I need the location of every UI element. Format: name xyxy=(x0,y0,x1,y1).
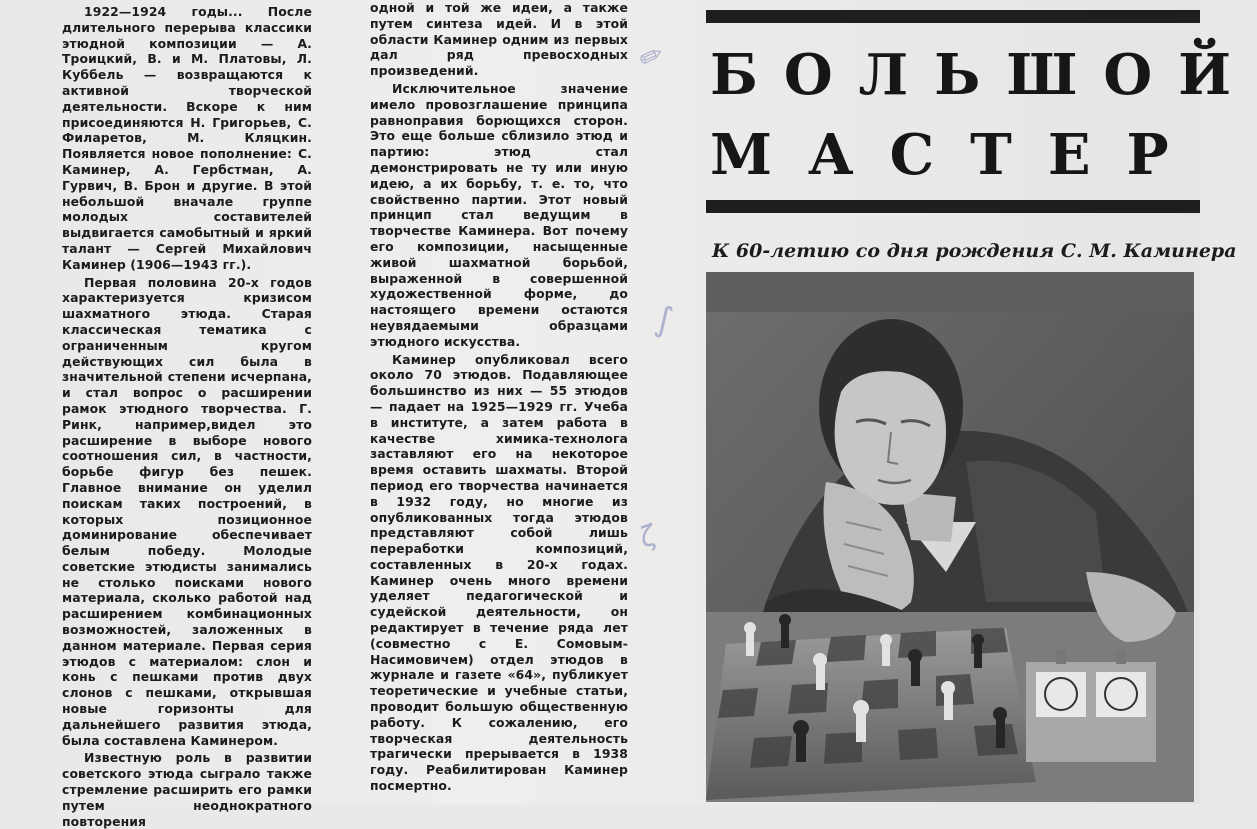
paragraph: Исключительное значение имело провозглашение принципа равноправия борющихся сторон. Это еще больше сблизило этюд и партию: этюд стал демонстрировать не ту или иную идею, а их борьбу, т. е. то, что свойственно партии. Этот новый принцип стал ведущим в творчестве Каминера. Вот почему его композиции, насыщенные живой шахматной борьбой, выраженной в совершенной художественной форме, до настоящего времени остаются неувядаемыми образцами этюдного искусства. xyxy=(370,80,628,349)
chess-player-photo xyxy=(706,272,1194,800)
article-column-1 xyxy=(62,4,312,829)
article-subtitle: К 60-летию со дня рождения С. М. Каминера xyxy=(712,240,1237,262)
paragraph: Известную роль в развитии советского этюда сыграло также стремление расширить его рамки путем неоднократного повторения xyxy=(62,750,312,829)
paragraph: одной и той же идеи, а также путем синтеза идей. И в этой области Каминер одним из первых дал ряд превосходных произведений. xyxy=(370,0,628,79)
portrait-photo xyxy=(706,272,1194,800)
paragraph: 1922—1924 годы... После длительного перерыва классики этюдной композиции — А. Троицкий, В. и М. Платовы, Л. Куббель — возвращаются к активной творческой деятельности. Вскоре к ним присоединяются Н. Григорьев, С. Филаретов, М. Кляцкин. Появляется новое пополнение: С. Каминер, А. Гербстман, А. Гурвич, В. Брон и другие. В этой небольшой вначале группе молодых составителей выдвигается самобытный и яркий талант — Сергей Михайлович Каминер (1906—1943 гг.). xyxy=(62,4,312,272)
headline-line-1: БОЛЬШОЙ xyxy=(710,42,1257,108)
pencil-mark: ✎ xyxy=(632,39,672,74)
headline-rule-top xyxy=(706,10,1200,23)
headline-line-2: МАСТЕР xyxy=(710,122,1205,188)
headline-rule-bottom xyxy=(706,200,1200,213)
pencil-mark: ζ xyxy=(634,518,661,555)
paragraph: Каминер опубликовал всего около 70 этюдов. Подавляющее большинство из них — 55 этюдов — падает на 1925—1929 гг. Учеба в институте, а затем работа в качестве химика-технолога заставляют его на некоторое время оставить шахматы. Второй период его творчества начинается в 1932 году, но многие из опубликованных тогда этюдов представляют собой лишь переработки композиций, составленных в 20-х годах. Каминер очень много времени уделяет педагогической и судейской деятельности, он редактирует в течение ряда лет (совместно с Е. Сомовым-Насимовичем) отдел этюдов в журнале и газете «64», публикует теоретические и учебные статьи, проводит большую общественную работу. К сожалению, его творческая деятельность трагически прерывается в 1938 году. Реабилитирован Каминер посмертно. xyxy=(370,351,628,794)
pencil-mark: ∫ xyxy=(651,298,677,342)
article-column-2 xyxy=(370,0,628,794)
paragraph: Первая половина 20-х годов характеризуется кризисом шахматного этюда. Старая классическая тематика с ограниченным кругом действующих сил была в значительной степени исчерпана, и стал вопрос о расширении рамок этюдного творчества. Г. Ринк, например,видел это расширение в выборе нового соотношения сил, в частности, борьбе фигур без пешек. Главное внимание он уделил поискам таких построений, в которых позиционное доминирование обеспечивает белым победу. Молодые советские этюдисты занимались не столько поисками нового материала, сколько работой над расширением комбинационных возможностей, заложенных в данном материале. Первая серия этюдов с материалом: слон и конь с пешками против двух слонов с пешками, открывшая новые горизонты для дальнейшего развития этюда, была составлена Каминером. xyxy=(62,274,312,748)
